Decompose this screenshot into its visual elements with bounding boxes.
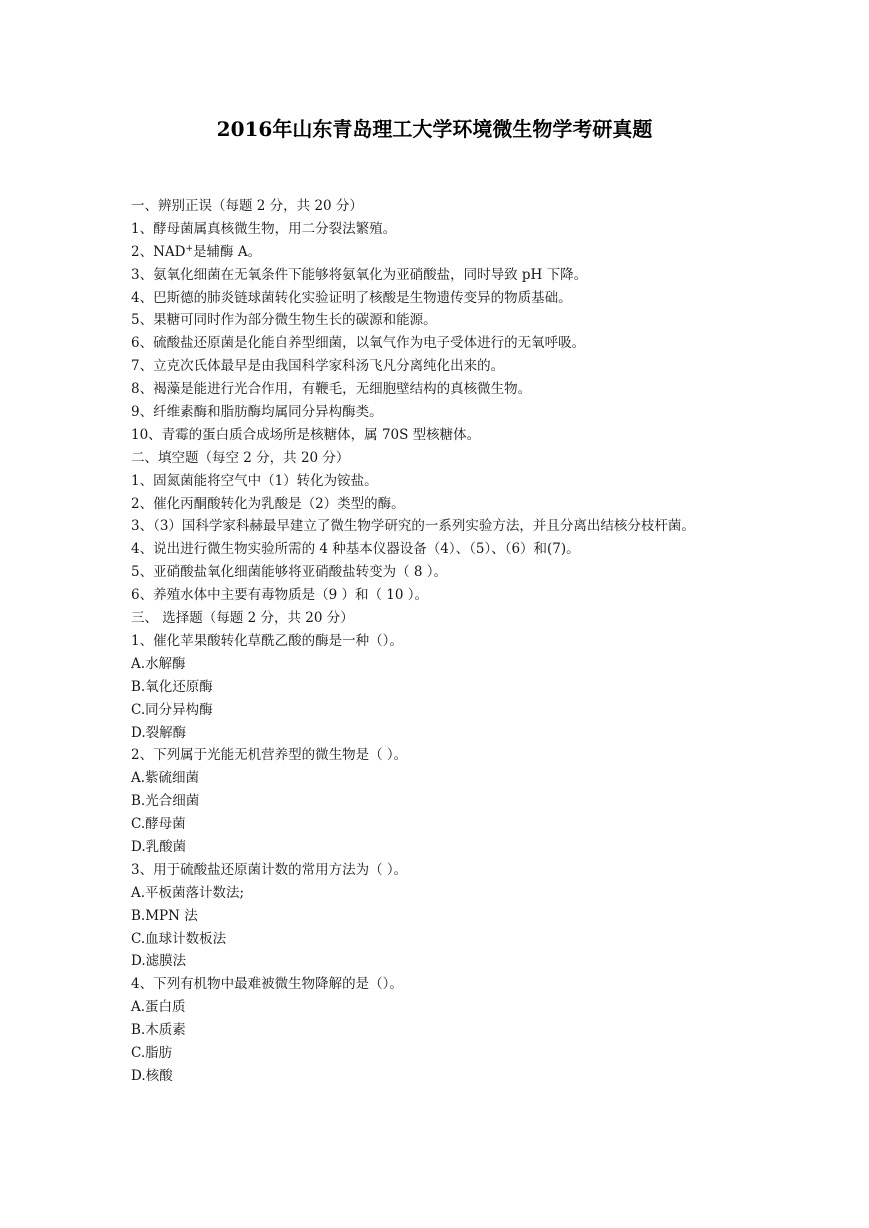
option-item: D.裂解酶 (131, 724, 187, 741)
option-item: B.光合细菌 (131, 793, 200, 810)
option-item: C.血球计数板法 (131, 930, 227, 947)
question-item: 5、果糖可同时作为部分微生物生长的碳源和能源。 (131, 312, 437, 329)
nad-text: 2、NAD (131, 243, 186, 260)
question-item: 4、说出进行微生物实验所需的 4 种基本仪器设备（4）、（5）、（6）和(7)。 (131, 541, 580, 558)
option-item: A.水解酶 (131, 655, 186, 672)
document-body (131, 195, 741, 1088)
question-item: 2、催化丙酮酸转化为乳酸是（2）类型的酶。 (131, 495, 405, 512)
question-item: 4、巴斯德的肺炎链球菌转化实验证明了核酸是生物遗传变异的物质基础。 (131, 289, 572, 306)
option-item: A.平板菌落计数法; (131, 884, 245, 901)
option-item: B.MPN 法 (131, 907, 198, 924)
section-heading: 三、 选择题（每题 2 分，共 20 分） (131, 610, 354, 627)
option-item: D.滤膜法 (131, 953, 187, 970)
question-item: 4、下列有机物中最难被微生物降解的是（）。 (131, 976, 403, 993)
question-item: 5、亚硝酸盐氧化细菌能够将亚硝酸盐转变为（ 8 ）。 (131, 564, 448, 581)
question-text-rest: 是辅酶 A。 (193, 243, 262, 260)
document-title: 2016年山东青岛理工大学环境微生物学考研真题 (216, 117, 653, 141)
question-item: 7、立克次氏体最早是由我国科学家科汤飞凡分离纯化出来的。 (131, 358, 505, 375)
question-item: 1、固氮菌能将空气中（1）转化为铵盐。 (131, 472, 378, 489)
question-item: 3、（3）国科学家科赫最早建立了微生物学研究的一系列实验方法，并且分离出结核分枝杆菌。 (131, 518, 695, 535)
option-item: C.同分异构酶 (131, 701, 213, 718)
option-item: C.脂肪 (131, 1044, 173, 1061)
section-heading: 二、填空题（每空 2 分，共 20 分） (131, 449, 350, 466)
question-item: 10、青霉的蛋白质合成场所是核糖体，属 70S 型核糖体。 (131, 426, 481, 443)
question-item: 3、氨氧化细菌在无氧条件下能够将氨氧化为亚硝酸盐，同时导致 pH 下降。 (131, 266, 588, 283)
question-item: 2、下列属于光能无机营养型的微生物是（ ）。 (131, 747, 408, 764)
question-item: 9、纤维素酶和脂肪酶均属同分异构酶类。 (131, 404, 383, 421)
question-item: 8、褐藻是能进行光合作用，有鞭毛，无细胞壁结构的真核微生物。 (131, 381, 532, 398)
question-item (131, 241, 741, 264)
option-item: C.酵母菌 (131, 816, 186, 833)
question-item: 1、催化苹果酸转化草酰乙酸的酶是一种（）。 (131, 632, 403, 649)
option-item: B.氧化还原酶 (131, 678, 213, 695)
option-item: D.乳酸菌 (131, 838, 187, 855)
question-item: 1、酵母菌属真核微生物，用二分裂法繁殖。 (131, 220, 397, 237)
option-item: D.核酸 (131, 1067, 173, 1084)
question-item: 6、硫酸盐还原菌是化能自养型细菌，以氧气作为电子受体进行的无氧呼吸。 (131, 335, 586, 352)
option-item: B.木质素 (131, 1022, 186, 1039)
section-heading: 一、辨别正误（每题 2 分，共 20 分） (131, 198, 363, 214)
option-item: A.紫硫细菌 (131, 770, 200, 787)
superscript-plus: + (185, 243, 194, 254)
option-item: A.蛋白质 (131, 999, 186, 1016)
question-item: 6、养殖水体中主要有毒物质是（9 ）和（ 10 ）。 (131, 587, 428, 604)
question-item: 3、用于硫酸盐还原菌计数的常用方法为（ ）。 (131, 861, 408, 878)
